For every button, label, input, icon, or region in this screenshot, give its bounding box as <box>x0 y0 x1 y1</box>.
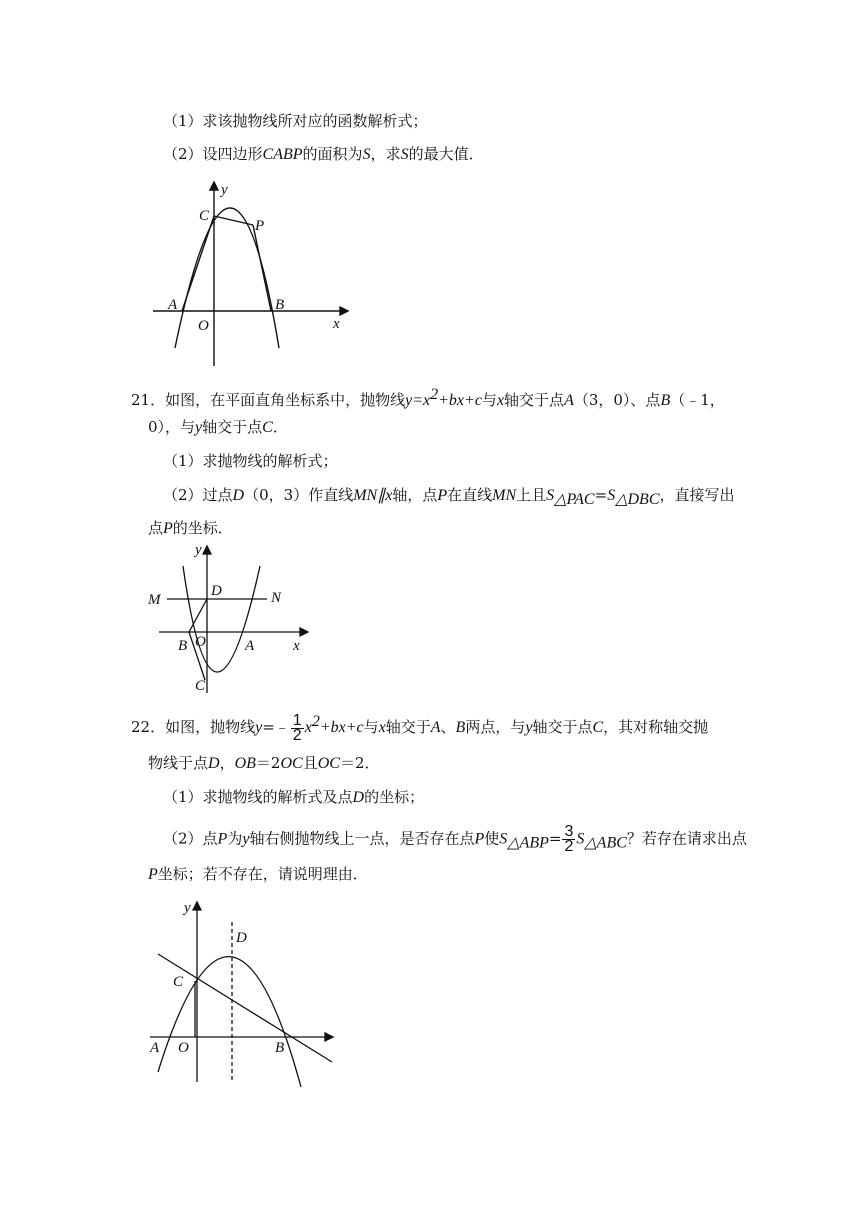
q20-S: S <box>362 146 371 163</box>
q21-parallel: ∥ <box>377 487 386 504</box>
q21-text: 如图，在平面直角坐标系中，抛物线 <box>165 391 406 409</box>
q22-var: y <box>525 719 533 736</box>
q21-var: x <box>385 487 393 504</box>
q22-text: ， <box>219 754 235 772</box>
q21-y-arrow <box>203 546 211 554</box>
q21-area-symbol: S <box>546 487 555 504</box>
q21-var: P <box>437 487 448 504</box>
q21-var: y <box>195 419 203 436</box>
q22-text: 使 <box>484 829 500 848</box>
q21-var: C <box>262 419 273 436</box>
q21-label-D: D <box>211 583 222 599</box>
q22-var: x <box>378 719 386 736</box>
q21-x-arrow <box>300 628 308 636</box>
q20-label-A: A <box>168 297 178 313</box>
q22-var: D <box>208 755 220 772</box>
q22-text: 轴右侧抛物线上一点，是否存在点 <box>249 829 475 848</box>
q21-text: （﹣1， <box>670 391 725 409</box>
q22-frac-num: 3 <box>564 823 574 840</box>
q22-var: P <box>148 866 158 883</box>
q22-text: 且 <box>302 754 318 772</box>
q21-text: ，直接写出 <box>659 486 735 504</box>
q20-label-x: x <box>333 316 340 332</box>
q21-text: （3，0）、点 <box>573 391 661 409</box>
q22-var: P <box>217 830 228 848</box>
q21-var: P <box>163 520 173 537</box>
q20-label-P: P <box>255 218 265 234</box>
q22-var: C <box>592 719 604 736</box>
q22-var: OB <box>234 755 256 772</box>
q22-fraction <box>291 711 304 744</box>
q22-line2 <box>148 753 380 774</box>
q20-y-arrow <box>210 182 218 190</box>
q22-var: B <box>455 719 466 736</box>
q22-frac-num: 1 <box>292 711 302 729</box>
q20-part2-text: 的面积为 <box>302 145 363 163</box>
q21-text: （0，3）作直线 <box>244 486 354 504</box>
q21-text: 的坐标． <box>172 519 233 537</box>
q22-line1 <box>131 712 708 743</box>
q21-var: +bx+c <box>438 392 482 409</box>
q22-label-A: A <box>150 1040 160 1056</box>
q21-label-C: C <box>195 678 206 694</box>
q22-var: D <box>352 789 365 806</box>
q21-text: 轴交于点 <box>504 391 565 409</box>
q22-text: ？若存在请求出点 <box>626 829 747 848</box>
q22-text: 坐标；若不存在，请说明理由． <box>157 865 368 883</box>
q21-label-A: A <box>245 638 255 654</box>
q21-label-M: M <box>148 592 161 608</box>
q21-label-x: x <box>293 638 300 654</box>
q22-text: ，其对称轴交抛 <box>603 718 709 736</box>
q20-part2-text: 的最大值． <box>408 145 484 163</box>
q22-label-B: B <box>275 1040 285 1056</box>
q21-text: 轴交于点 <box>202 418 263 436</box>
q21-subscript: △DBC <box>615 491 660 508</box>
q21-var: x <box>496 392 505 409</box>
q21-text: 轴，点 <box>392 486 438 504</box>
q21-text: ． <box>272 418 288 436</box>
q21-var: y <box>405 392 413 409</box>
q22-var: y <box>242 830 250 848</box>
q22-text: 、 <box>440 718 456 736</box>
q21-label-O: O <box>195 634 206 650</box>
q22-text: 的坐标； <box>364 788 425 806</box>
q22-figure <box>140 892 345 1087</box>
q22-frac-den: 2 <box>564 838 574 855</box>
q21-label-y: y <box>195 542 202 558</box>
q21-text: 点 <box>148 519 164 537</box>
q22-y-arrow <box>193 902 201 910</box>
q22-text: 两点，与 <box>465 718 526 736</box>
q21-text: （2）过点 <box>163 486 233 504</box>
q20-part2-text: ，求 <box>370 145 401 163</box>
q21-subscript: △PAC <box>554 491 595 508</box>
q22-subscript: △ABP <box>507 834 549 852</box>
q21-exponent: 2 <box>430 386 439 403</box>
q21-var: A <box>564 392 574 409</box>
q21-area-symbol: S <box>607 487 616 504</box>
q21-part2-cont <box>148 518 233 539</box>
q22-text: 物线于点 <box>148 754 209 772</box>
q22-text: ＝2． <box>339 754 380 772</box>
q22-area-symbol: S <box>576 830 585 848</box>
q22-frac-den: 2 <box>292 726 302 744</box>
q20-S: S <box>400 146 409 163</box>
q22-text: ＝2 <box>255 754 281 772</box>
q21-var: =x <box>412 392 431 409</box>
q21-var: B <box>660 392 671 409</box>
q22-text: 轴交于点 <box>532 718 593 736</box>
q21-text: 0），与 <box>148 418 196 436</box>
q21-number: 21． <box>131 391 166 409</box>
q22-text: = <box>548 829 562 848</box>
q22-fraction-2 <box>562 825 575 854</box>
q21-var: MN <box>492 487 517 504</box>
q22-part2-cont <box>148 864 368 885</box>
q21-part2 <box>163 485 735 510</box>
q20-part1: （1）求该抛物线所对应的函数解析式； <box>163 112 428 130</box>
q20-label-B: B <box>275 297 285 313</box>
q20-segment-PB <box>253 225 271 311</box>
q20-x-arrow <box>340 307 348 315</box>
q21-label-N: N <box>271 590 282 606</box>
q22-label-D: D <box>236 930 247 946</box>
q22-exponent: 2 <box>311 713 320 730</box>
q22-text: 为 <box>227 829 243 848</box>
q20-label-C: C <box>199 208 210 224</box>
q20-segment-AC <box>182 216 214 311</box>
q22-text: （1）求抛物线的解析式及点 <box>163 788 353 806</box>
q22-part2 <box>163 825 747 854</box>
q21-figure <box>145 538 310 698</box>
q22-var: y <box>255 719 263 736</box>
q21-label-B: B <box>178 638 188 654</box>
q22-x-arrow <box>325 1033 333 1041</box>
q22-text: 轴交于 <box>385 718 431 736</box>
q21-text: = <box>594 486 608 504</box>
q20-label-y: y <box>221 182 228 198</box>
q22-text: =﹣ <box>262 718 290 736</box>
q21-var: MN <box>353 487 378 504</box>
q21-text: 与 <box>481 391 497 409</box>
q20-label-O: O <box>198 318 209 334</box>
q22-var: x <box>304 719 312 736</box>
q22-var: OC <box>317 755 340 772</box>
q22-text: 与 <box>363 718 379 736</box>
q22-var: A <box>430 719 441 736</box>
q22-var: P <box>474 830 485 848</box>
q21-parabola <box>183 566 260 672</box>
q21-text: 在直线 <box>447 486 493 504</box>
q21-text: 上且 <box>516 486 547 504</box>
q21-part1: （1）求抛物线的解析式； <box>163 452 338 470</box>
q20-quad-name: CABP <box>262 146 303 163</box>
q22-number: 22． <box>131 718 166 736</box>
q20-segment-CP <box>214 216 253 225</box>
q20-figure <box>145 178 355 370</box>
q20-part2 <box>163 144 484 165</box>
q22-label-C: C <box>173 974 184 990</box>
q22-text: （2）点 <box>163 829 218 848</box>
q22-part1 <box>163 787 424 808</box>
q21-line1 <box>131 385 725 411</box>
q22-var: OC <box>280 755 303 772</box>
q22-label-y: y <box>184 900 191 916</box>
q22-var: +bx+c <box>319 719 364 736</box>
q22-text: 如图，抛物线 <box>165 718 256 736</box>
q22-label-O: O <box>178 1040 189 1056</box>
q22-area-symbol: S <box>499 830 508 848</box>
q21-var: D <box>232 487 245 504</box>
q20-part2-text: （2）设四边形 <box>163 145 263 163</box>
q22-subscript: △ABC <box>584 834 627 852</box>
q21-line2 <box>148 417 288 438</box>
